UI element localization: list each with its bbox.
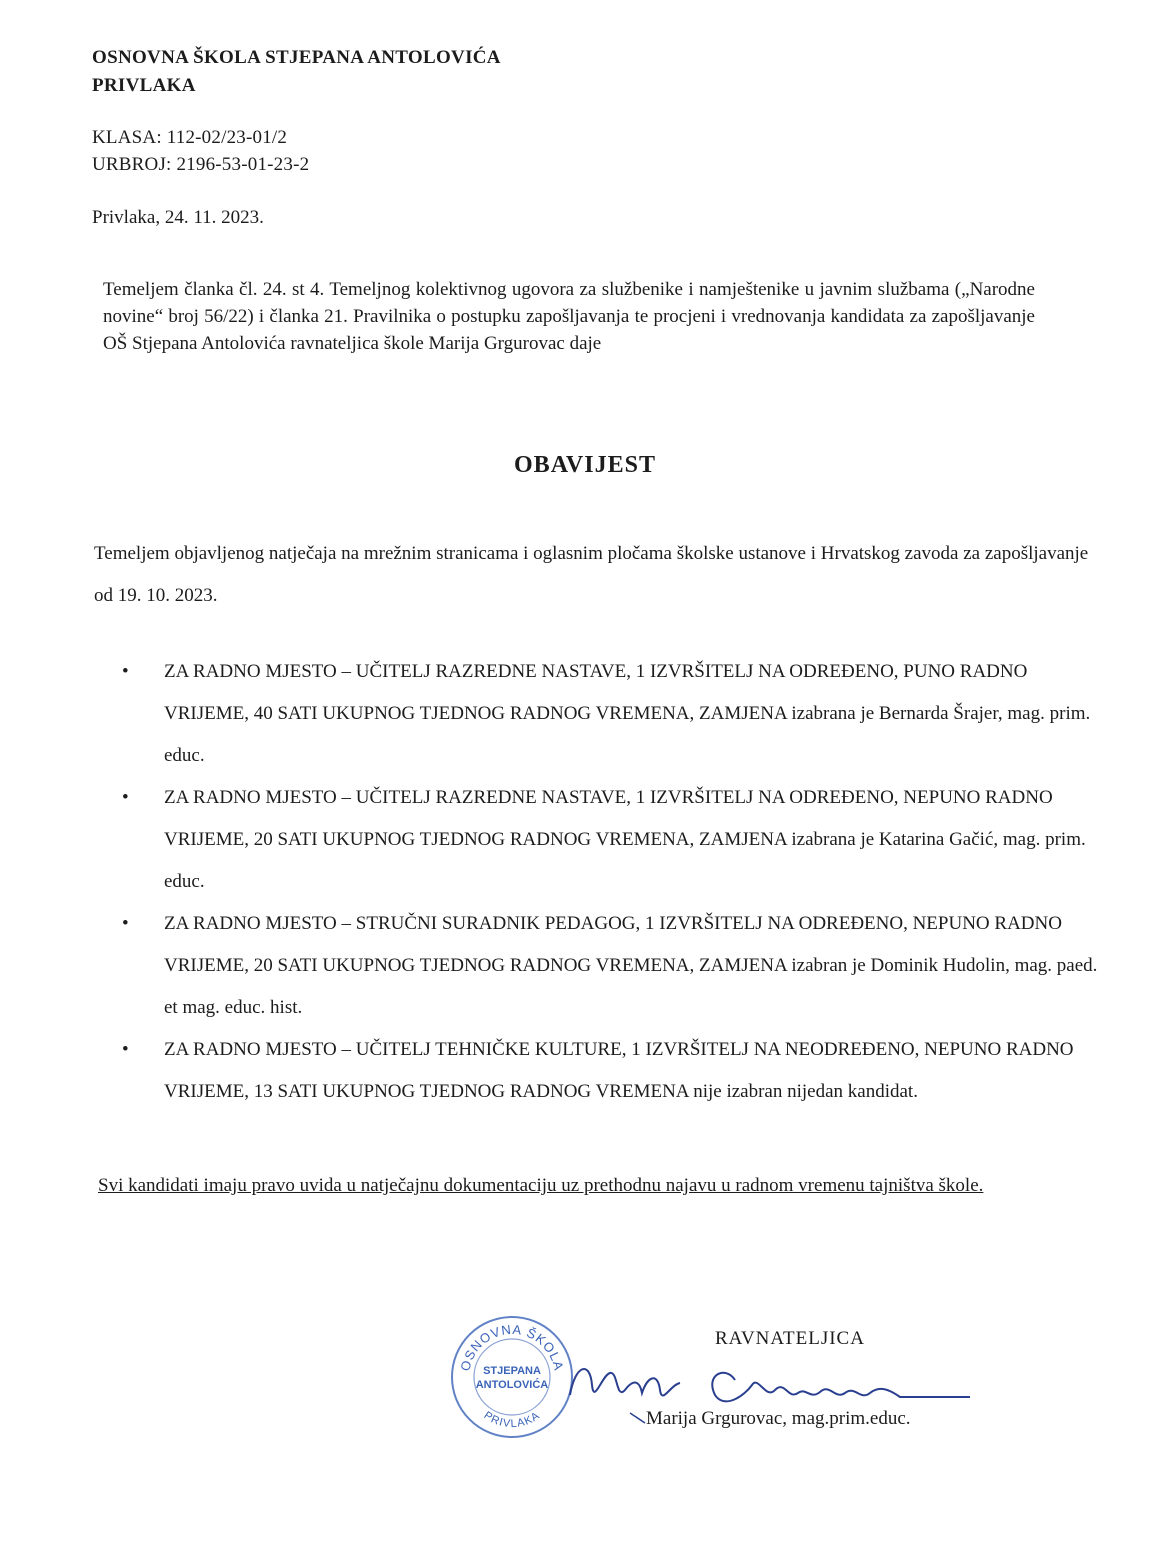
lead-paragraph: Temeljem objavljenog natječaja na mrežnim stranicama i oglasnim pločama školske ustanove i Hrvatskog zavoda za zapošljavanje od 19. 10. 2023. <box>94 543 1089 606</box>
signatory-role: RAVNATELJICA <box>715 1328 865 1349</box>
stamp-bottom-text: PRIVLAKA <box>481 1409 543 1431</box>
list-item <box>122 903 1102 1029</box>
reference-numbers <box>92 124 309 178</box>
document-date: Privlaka, 24. 11. 2023. <box>92 207 264 228</box>
school-place: PRIVLAKA <box>92 75 196 96</box>
bullet-icon: • <box>122 661 129 682</box>
document-title: OBAVIJEST <box>514 452 656 478</box>
decision-list <box>122 651 1102 1113</box>
inspection-note: Svi kandidati imaju pravo uvida u natječajnu dokumentaciju uz prethodnu najavu u radnom vremenu tajništva škole. <box>98 1175 984 1196</box>
bullet-icon: • <box>122 913 129 934</box>
bullet-icon: • <box>122 787 129 808</box>
list-item-text: ZA RADNO MJESTO – UČITELJ RAZREDNE NASTAVE, 1 IZVRŠITELJ NA ODREĐENO, PUNO RADNO VRIJEME, 40 SATI UKUPNOG TJEDNOG RADNOG VREMENA, ZAMJENA izabrana je Bernarda Šrajer, mag. prim. educ. <box>164 661 1091 766</box>
list-item-text: ZA RADNO MJESTO – UČITELJ RAZREDNE NASTAVE, 1 IZVRŠITELJ NA ODREĐENO, NEPUNO RADNO VRIJEME, 20 SATI UKUPNOG TJEDNOG RADNOG VREMENA, ZAMJENA izabrana je Katarina Gačić, mag. prim. educ. <box>164 787 1086 892</box>
stamp-center-line1: STJEPANA <box>483 1365 541 1377</box>
list-item <box>122 777 1102 903</box>
letterhead <box>92 44 501 100</box>
list-item <box>122 1029 1102 1113</box>
stamp-center-line2: ANTOLOVIĆA <box>475 1379 549 1391</box>
intro-paragraph: Temeljem članka čl. 24. st 4. Temeljnog kolektivnog ugovora za službenike i namještenike u javnim službama („Narodne novine“ broj 56/22) i članka 21. Pravilnika o postupku zapošljavanja te procjeni i vrednovanja kandidata za zapošljavanje OŠ Stjepana Antolovića ravnateljica škole Marija Grgurovac daje <box>103 279 1035 354</box>
urbroj: URBROJ: 2196-53-01-23-2 <box>92 154 310 175</box>
klasa: KLASA: 112-02/23-01/2 <box>92 127 288 148</box>
school-name: OSNOVNA ŠKOLA STJEPANA ANTOLOVIĆA <box>92 47 501 68</box>
list-item <box>122 651 1102 777</box>
signatory-name: Marija Grgurovac, mag.prim.educ. <box>646 1408 911 1429</box>
list-item-text: ZA RADNO MJESTO – STRUČNI SURADNIK PEDAGOG, 1 IZVRŠITELJ NA ODREĐENO, NEPUNO RADNO VRIJEME, 20 SATI UKUPNOG TJEDNOG RADNOG VREMENA, ZAMJENA izabran je Dominik Hudolin, mag. paed. et mag. educ. hist. <box>164 913 1098 1018</box>
bullet-icon: • <box>122 1039 129 1060</box>
list-item-text: ZA RADNO MJESTO – UČITELJ TEHNIČKE KULTURE, 1 IZVRŠITELJ NA NEODREĐENO, NEPUNO RADNO VRIJEME, 13 SATI UKUPNOG TJEDNOG RADNOG VREMENA nije izabran nijedan kandidat. <box>164 1039 1074 1102</box>
stamp-top-text: OSNOVNA ŠKOLA <box>457 1321 567 1373</box>
